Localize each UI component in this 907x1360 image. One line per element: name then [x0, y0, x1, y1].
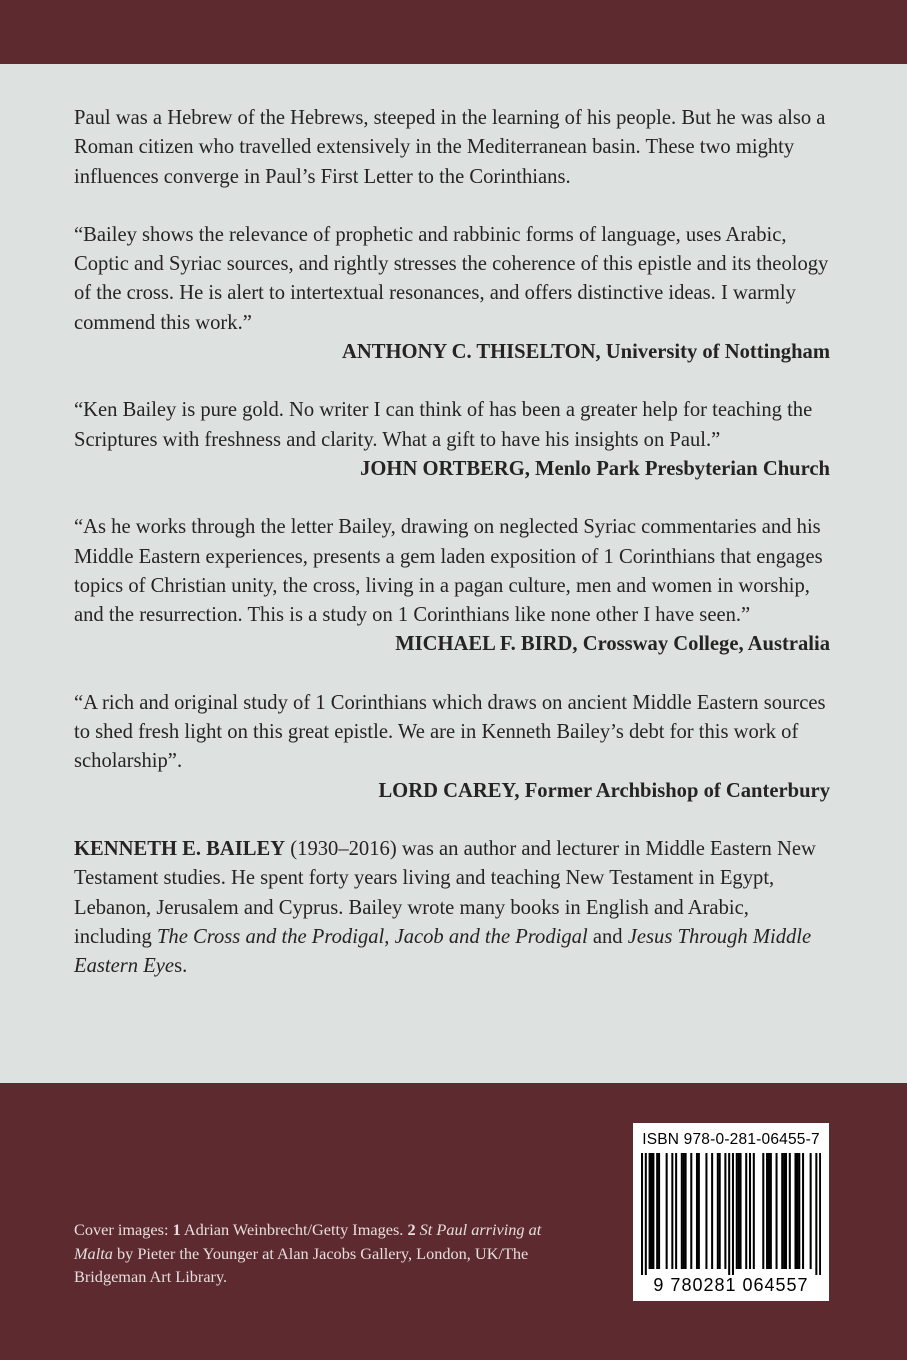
endorsement-ortberg	[74, 396, 830, 484]
barcode-bar	[740, 1153, 742, 1269]
barcode-bar	[789, 1153, 791, 1269]
barcode-bar	[745, 1153, 747, 1269]
barcode-bar	[796, 1153, 798, 1269]
barcode-bar	[685, 1153, 687, 1269]
barcode-bar	[675, 1153, 677, 1269]
barcode-bar	[671, 1153, 673, 1269]
bio-separator: ,	[384, 925, 395, 948]
barcode-bar	[728, 1153, 730, 1275]
credit-text: by Pieter the Younger at Alan Jacobs Gallery, London, UK/The Bridgeman Art Library.	[74, 1243, 529, 1286]
endorsement-carey	[74, 689, 830, 806]
barcode-bar	[776, 1153, 778, 1269]
credit-number: 2	[407, 1220, 416, 1239]
barcode-bar	[768, 1153, 770, 1269]
barcode-bar	[785, 1153, 787, 1269]
barcode-bar	[819, 1153, 821, 1275]
endorsement-thiselton	[74, 221, 830, 367]
barcode-bar	[732, 1153, 734, 1275]
quote-attribution: JOHN ORTBERG, Menlo Park Presbyterian Church	[360, 457, 830, 480]
book-title: Jesus Through Middle Eastern Eye	[74, 925, 812, 978]
barcode-image	[641, 1153, 821, 1275]
barcode-bar	[696, 1153, 698, 1269]
barcode-bar	[711, 1153, 713, 1269]
barcode-bar	[656, 1153, 658, 1269]
bio-text: (1930–2016) was an author and lecturer in Middle Eastern New Testament studies. He spent forty years living and teaching New Testament in Egypt, Lebanon, Jerusalem and Cyprus. Bailey wrote many books in English and Arabic, including	[74, 837, 816, 948]
quote-text: “A rich and original study of 1 Corinthians which draws on ancient Middle Eastern sources to shed fresh light on this great epistle. We are in Kenneth Bailey’s debt for this work of scholarship”.	[74, 691, 826, 773]
barcode-bar	[794, 1153, 796, 1269]
barcode-bar	[641, 1153, 643, 1275]
quote-attribution: ANTHONY C. THISELTON, University of Nottingham	[341, 341, 830, 364]
barcode-bar	[658, 1153, 660, 1269]
barcode-bar	[753, 1153, 755, 1269]
barcode-bar	[698, 1153, 700, 1269]
quote-text: “Bailey shows the relevance of prophetic and rabbinic forms of language, uses Arabic, Coptic and Syriac sources, and rightly stresses the coherence of this epistle and its theology of the cross. He is alert to intertextual resonances, and offers distinctive ideas. I warmly commend this work.”	[74, 223, 829, 334]
painting-title: St Paul arriving at Malta	[74, 1220, 542, 1263]
quote-attribution: LORD CAREY, Former Archbishop of Canterbury	[378, 779, 830, 802]
barcode-bar	[749, 1153, 751, 1269]
barcode-bar	[781, 1153, 783, 1269]
barcode-bar	[770, 1153, 772, 1269]
barcode-bar	[683, 1153, 685, 1269]
barcode-bar	[652, 1153, 654, 1269]
author-name: KENNETH E. BAILEY	[74, 837, 286, 860]
book-title: The Cross and the Prodigal	[156, 925, 385, 948]
barcode-bar	[719, 1153, 721, 1269]
top-band	[0, 0, 907, 64]
intro-paragraph: Paul was a Hebrew of the Hebrews, steeped in the learning of his people. But he was also a Roman citizen who travelled extensively in the Mediterranean basin. These two mighty influences converge in Paul’s First Letter to the Corinthians.	[74, 107, 826, 188]
credit-number: 1	[172, 1220, 181, 1239]
quote-attribution: MICHAEL F. BIRD, Crossway College, Australia	[395, 633, 830, 656]
quote-text: “As he works through the letter Bailey, drawing on neglected Syriac commentaries and his Middle Eastern experiences, presents a gem laden exposition of 1 Corinthians that engages topics of Christian unity, the cross, living in a pagan culture, men and women in worship, and the resurrection. This is a study on 1 Corinthians like none other I have seen.”	[74, 516, 823, 627]
isbn-label: ISBN 978-0-281-06455-7	[642, 1131, 820, 1148]
barcode-bar	[717, 1153, 719, 1269]
barcode-bar	[705, 1153, 707, 1269]
bio-separator: and	[587, 925, 628, 948]
cover-credits	[74, 1218, 544, 1289]
author-bio	[74, 835, 830, 981]
bio-end: s.	[174, 955, 188, 978]
credits-label: Cover images:	[74, 1220, 173, 1239]
barcode-panel	[633, 1123, 829, 1301]
barcode-bar	[802, 1153, 804, 1269]
quote-text: “Ken Bailey is pure gold. No writer I can think of has been a greater help for teaching the Scriptures with freshness and clarity. What a gift to have his insights on Paul.”	[74, 399, 813, 451]
barcode-bar	[681, 1153, 683, 1269]
credit-text: Adrian Weinbrecht/Getty Images.	[180, 1220, 408, 1239]
barcode-bar	[815, 1153, 817, 1275]
isbn-digits: 9 780281 064557	[653, 1275, 809, 1295]
barcode-bar	[798, 1153, 800, 1269]
barcode-bar	[645, 1153, 647, 1275]
barcode-bar	[738, 1153, 740, 1269]
barcode-bar	[736, 1153, 738, 1269]
back-cover-text	[74, 104, 830, 981]
barcode-bar	[762, 1153, 764, 1269]
barcode-bar	[649, 1153, 651, 1269]
barcode-bar	[810, 1153, 812, 1269]
barcode-bar	[650, 1153, 652, 1269]
barcode-bar	[690, 1153, 692, 1269]
book-title: Jacob and the Prodigal	[394, 925, 588, 948]
endorsement-bird	[74, 513, 830, 659]
barcode-bar	[783, 1153, 785, 1269]
barcode-bar	[666, 1153, 668, 1269]
barcode-bar	[724, 1153, 726, 1269]
barcode-bar	[766, 1153, 768, 1269]
